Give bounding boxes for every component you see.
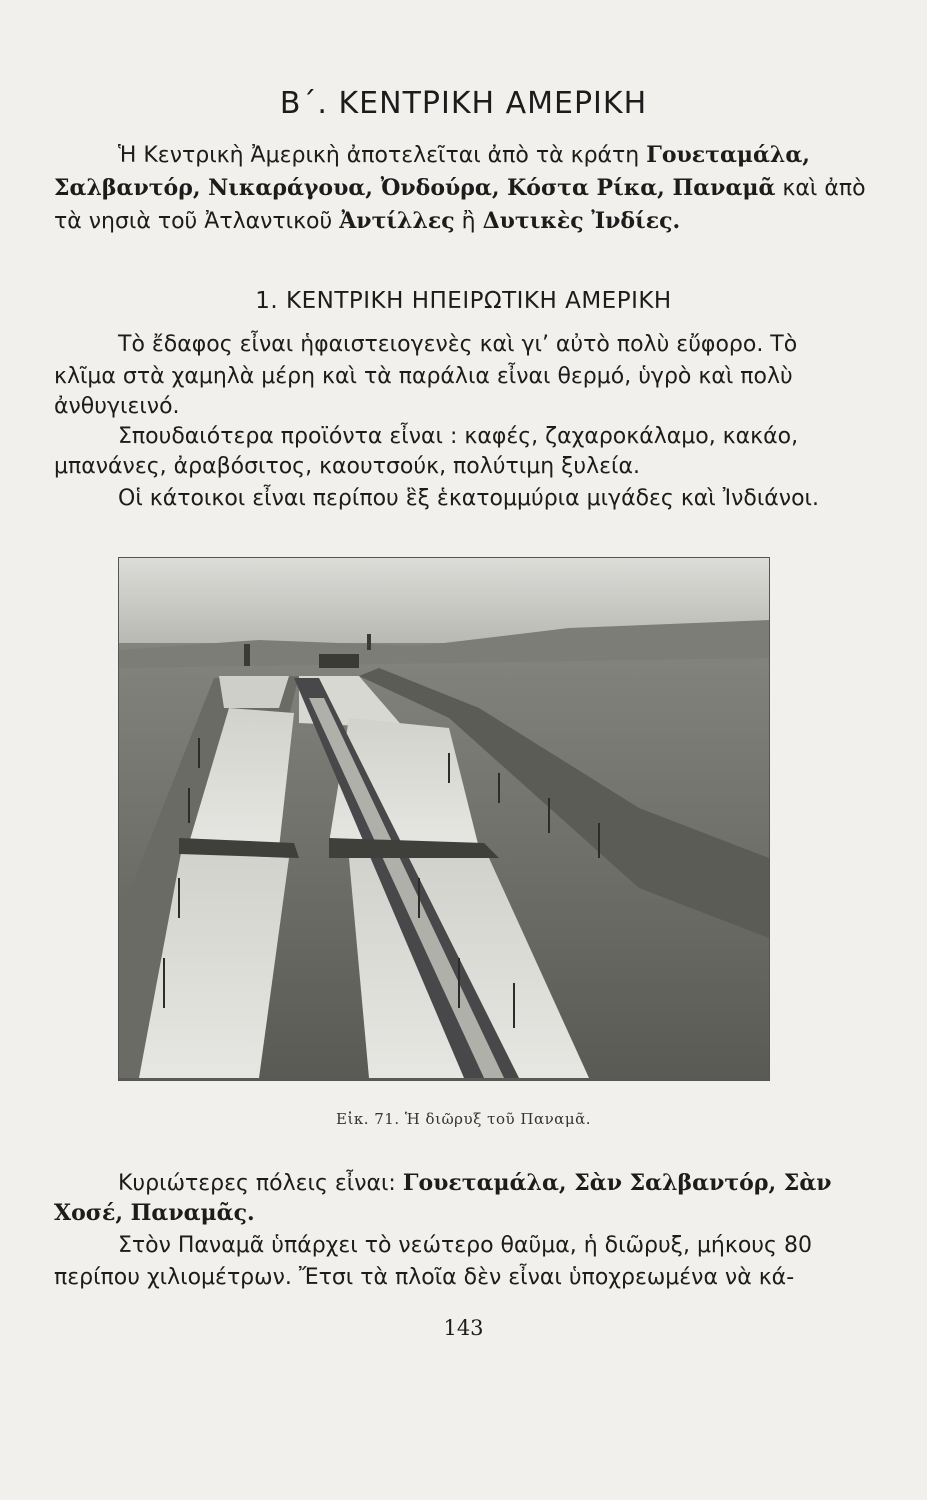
intro-text: τὰ νησιὰ τοῦ Ἀτλαντικοῦ [54, 209, 340, 234]
page-number: 143 [443, 1316, 484, 1340]
intro-line-1 [118, 140, 898, 171]
paragraph-line: Σπουδαιότερα προϊόντα εἶναι : καφές, ζαχαροκάλαμο, κακάο, [118, 424, 799, 449]
intro-line-3 [54, 206, 834, 237]
intro-text: καὶ ἀπὸ [775, 176, 866, 201]
intro-text: Ἡ Κεντρικὴ Ἀμερικὴ ἀποτελεῖται ἀπὸ τὰ κράτη [118, 143, 647, 168]
city-names: Χοσέ, Παναμᾶς. [54, 1200, 255, 1226]
subsection-title: 1. ΚΕΝΤΡΙΚΗ ΗΠΕΙΡΩΤΙΚΗ ΑΜΕΡΙΚΗ [255, 288, 672, 314]
cities-text: Κυριώτερες πόλεις εἶναι: [118, 1171, 403, 1196]
paragraph-line: κλῖμα στὰ χαμηλὰ μέρη καὶ τὰ παράλια εἶναι θερμό, ὑγρὸ καὶ πολὺ [54, 364, 793, 389]
paragraph-line: μπανάνες, ἀραβόσιτος, καουτσούκ, πολύτιμη ξυλεία. [54, 454, 640, 479]
paragraph-line: ἀνθυγιεινό. [54, 394, 180, 419]
section-title: Β΄. ΚΕΝΤΡΙΚΗ ΑΜΕΡΙΚΗ [279, 86, 648, 121]
intro-line-2 [54, 173, 866, 204]
cities-line-1 [118, 1168, 898, 1199]
city-names: Γουεταμάλα, Σὰν Σαλβαντόρ, Σὰν [402, 1170, 832, 1196]
canal-locks-illustration [119, 558, 769, 1080]
country-name: Γουεταμάλα, [646, 142, 810, 168]
island-name: Ἀντίλλες [339, 208, 455, 234]
paragraph-line: Στὸν Παναμᾶ ὑπάρχει τὸ νεώτερο θαῦμα, ἡ διῶρυξ, μήκους 80 [118, 1233, 812, 1258]
figure-caption: Εἰκ. 71. Ἡ διῶρυξ τοῦ Παναμᾶ. [336, 1110, 591, 1128]
paragraph-line: Οἱ κάτοικοι εἶναι περίπου ἓξ ἑκατομμύρια μιγάδες καὶ Ἰνδιάνοι. [118, 486, 819, 511]
country-names: Σαλβαντόρ, Νικαράγουα, Ὀνδούρα, Κόστα Ρίκα, Παναμᾶ [54, 175, 776, 201]
paragraph-line: Τὸ ἔδαφος εἶναι ἡφαιστειογενὲς καὶ γι’ αὐτὸ πολὺ εὔφορο. Τὸ [118, 332, 798, 357]
intro-text: ἢ [454, 209, 483, 234]
paragraph-line: περίπου χιλιομέτρων. Ἔτσι τὰ πλοῖα δὲν εἶναι ὑποχρεωμένα νὰ κά- [54, 1265, 795, 1290]
cities-line-2 [54, 1198, 834, 1228]
island-name-alt: Δυτικὲς Ἰνδίες. [482, 208, 681, 234]
canal-photo [118, 557, 770, 1081]
